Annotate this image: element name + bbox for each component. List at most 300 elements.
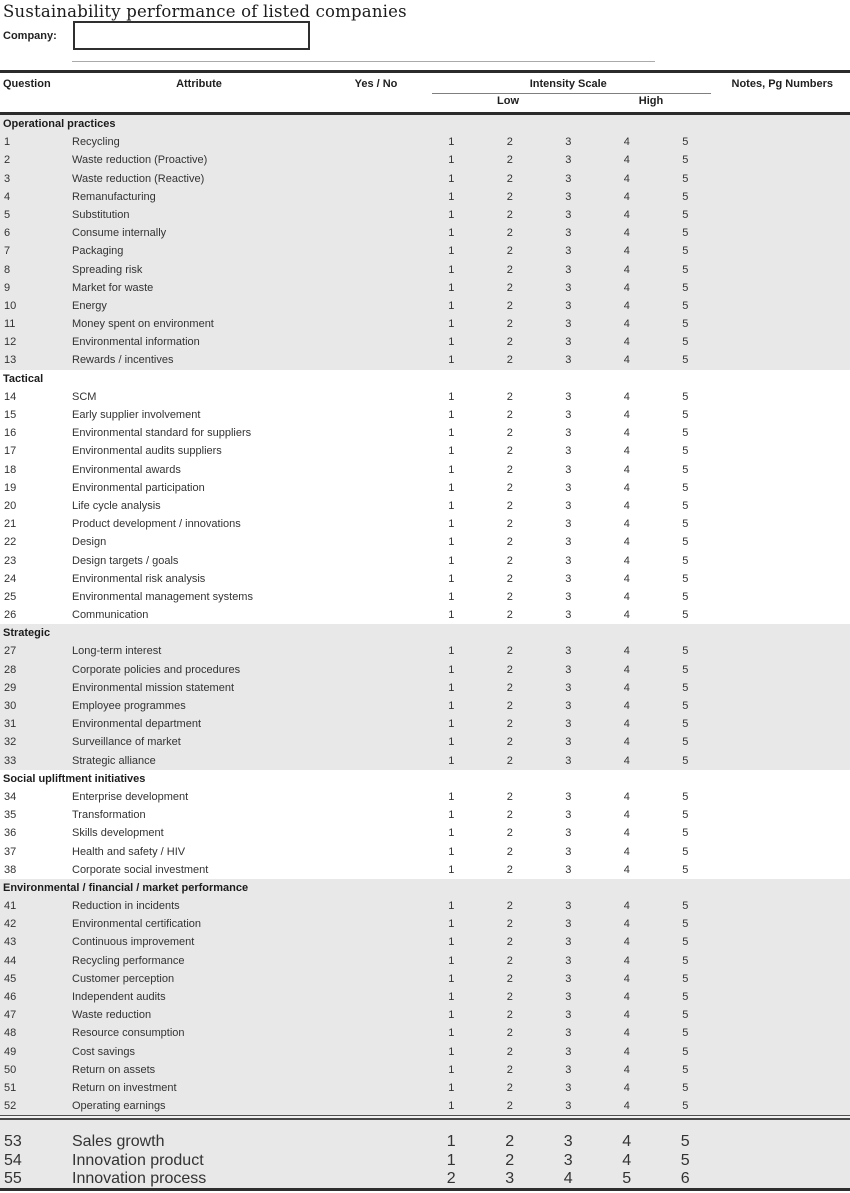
question-number: 26 [4,609,17,622]
scale-option[interactable]: 3 [565,1009,572,1022]
scale-option[interactable]: 5 [682,190,689,203]
scale-option[interactable]: 4 [623,154,630,167]
scale-option[interactable]: 2 [506,136,513,149]
scale-option[interactable]: 3 [565,790,572,803]
scale-option[interactable]: 1 [448,736,455,749]
scale-option[interactable]: 5 [682,390,689,403]
scale-option[interactable]: 5 [682,336,689,349]
scale-option[interactable]: 1 [448,572,455,585]
scale-option[interactable]: 5 [682,736,689,749]
scale-option[interactable]: 5 [682,863,689,876]
scale-option[interactable]: 5 [682,172,689,185]
scale-option[interactable]: 2 [506,1100,513,1113]
scale-option[interactable]: 1 [448,245,455,258]
scale-option[interactable]: 2 [506,681,513,694]
scale-option[interactable]: 1 [448,1063,455,1076]
company-label: Company: [3,30,57,42]
scale-option[interactable]: 4 [623,1063,630,1076]
scale-option[interactable]: 6 [680,1169,690,1187]
scale-option[interactable]: 5 [682,900,689,913]
scale-option[interactable]: 1 [448,318,455,331]
scale-option[interactable]: 5 [682,445,689,458]
scale-option[interactable]: 4 [623,700,630,712]
scale-option[interactable]: 3 [565,845,572,858]
scale-option[interactable]: 1 [448,754,455,767]
scale-option[interactable]: 4 [623,390,630,403]
scale-option[interactable]: 4 [623,790,630,803]
scale-option[interactable]: 4 [623,572,630,585]
attribute-label: Life cycle analysis [72,499,161,512]
scale-option[interactable]: 1 [448,227,455,240]
scale-option[interactable]: 4 [623,863,630,876]
scale-option[interactable]: 5 [682,208,689,221]
scale-option[interactable]: 3 [565,681,572,694]
scale-option[interactable]: 1 [448,663,455,676]
scale-option[interactable]: 1 [448,554,455,567]
scale-option[interactable]: 2 [506,409,513,421]
question-number: 6 [4,227,11,240]
scale-option[interactable]: 1 [448,1100,455,1113]
scale-option[interactable]: 2 [506,645,513,658]
scale-option[interactable]: 3 [565,590,572,603]
scale-option[interactable]: 4 [623,845,630,858]
scale-option[interactable]: 4 [623,227,630,240]
scale-option[interactable]: 2 [506,445,513,458]
scale-option[interactable]: 1 [448,154,455,167]
scale-option[interactable]: 5 [682,354,689,367]
scale-option[interactable]: 2 [506,463,513,476]
scale-option[interactable]: 4 [623,299,630,312]
scale-option[interactable]: 5 [680,1151,690,1169]
scale-option[interactable]: 1 [448,590,455,603]
scale-option[interactable]: 2 [506,1027,513,1040]
scale-option[interactable]: 1 [448,445,455,458]
scale-option[interactable]: 1 [448,390,455,403]
scale-option[interactable]: 2 [506,1045,513,1058]
scale-option[interactable]: 3 [565,227,572,240]
scale-option[interactable]: 4 [623,481,630,494]
scale-option[interactable]: 2 [506,790,513,803]
scale-option[interactable]: 5 [682,154,689,167]
scale-option[interactable]: 3 [565,827,572,840]
scale-option[interactable]: 5 [682,427,689,440]
table-row [0,515,850,533]
scale-option[interactable]: 5 [680,1133,690,1151]
scale-option[interactable]: 2 [506,518,513,531]
scale-option[interactable]: 1 [448,172,455,185]
scale-option[interactable]: 2 [506,700,513,712]
scale-option[interactable]: 4 [623,718,630,731]
scale-option[interactable]: 5 [682,481,689,494]
scale-option[interactable]: 3 [565,1100,572,1113]
scale-option[interactable]: 5 [682,681,689,694]
scale-option[interactable]: 3 [565,663,572,676]
scale-option[interactable]: 1 [448,972,455,985]
scale-option[interactable]: 1 [448,190,455,203]
scale-option[interactable]: 4 [623,1027,630,1040]
scale-option[interactable]: 5 [682,554,689,567]
question-number: 46 [4,991,17,1003]
scale-option[interactable]: 2 [506,663,513,676]
scale-option[interactable]: 4 [623,136,630,149]
scale-option[interactable]: 4 [623,554,630,567]
scale-option[interactable]: 5 [682,463,689,476]
scale-option[interactable]: 2 [506,227,513,240]
scale-option[interactable]: 5 [682,936,689,949]
scale-option[interactable]: 3 [565,445,572,458]
scale-option[interactable]: 2 [506,1009,513,1022]
scale-option[interactable]: 5 [682,590,689,603]
scale-option[interactable]: 1 [448,536,455,549]
scale-option[interactable]: 1 [448,299,455,312]
scale-option[interactable]: 4 [623,263,630,276]
scale-option[interactable]: 5 [682,700,689,712]
scale-option[interactable]: 3 [565,609,572,622]
scale-option[interactable]: 1 [448,700,455,712]
scale-option[interactable]: 4 [623,172,630,185]
scale-option[interactable]: 5 [682,1100,689,1113]
scale-option[interactable]: 2 [506,1081,513,1094]
scale-option[interactable]: 3 [565,263,572,276]
scale-option[interactable]: 3 [565,572,572,585]
scale-option[interactable]: 5 [682,318,689,331]
scale-option[interactable]: 1 [448,136,455,149]
scale-option[interactable]: 1 [448,263,455,276]
scale-option[interactable]: 5 [682,245,689,258]
scale-option[interactable]: 3 [563,1133,573,1151]
attribute-label: Environmental standard for suppliers [72,427,252,440]
scale-option[interactable]: 5 [682,718,689,731]
scale-option[interactable]: 3 [565,518,572,531]
scale-option[interactable]: 3 [565,954,572,967]
scale-option[interactable]: 4 [623,318,630,331]
scale-option[interactable]: 5 [682,918,689,931]
scale-option[interactable]: 2 [506,481,513,494]
scale-option[interactable]: 4 [623,354,630,367]
scale-option[interactable]: 2 [506,1063,513,1076]
scale-option[interactable]: 4 [623,336,630,349]
scale-option[interactable]: 2 [506,263,513,276]
company-input[interactable] [73,21,310,50]
attribute-label: Remanufacturing [72,190,156,203]
scale-option[interactable]: 5 [682,790,689,803]
scale-option[interactable]: 4 [623,208,630,221]
scale-option[interactable]: 5 [682,663,689,676]
scale-option[interactable]: 4 [623,936,630,949]
scale-option[interactable]: 2 [506,827,513,840]
scale-option[interactable]: 5 [682,1045,689,1058]
scale-option[interactable]: 4 [623,681,630,694]
scale-option[interactable]: 5 [682,1063,689,1076]
scale-option[interactable]: 4 [623,445,630,458]
attribute-label: Packaging [72,245,124,258]
scale-option[interactable]: 4 [623,991,630,1003]
scale-option[interactable]: 1 [448,1081,455,1094]
scale-option[interactable]: 3 [565,1063,572,1076]
scale-option[interactable]: 3 [565,936,572,949]
scale-option[interactable]: 2 [506,154,513,167]
scale-option[interactable]: 5 [682,809,689,822]
scale-option[interactable]: 1 [448,827,455,840]
scale-option[interactable]: 4 [623,245,630,258]
column-header-attribute: Attribute [176,77,222,90]
scale-option[interactable]: 2 [506,281,513,294]
scale-option[interactable]: 5 [682,1009,689,1022]
scale-option[interactable]: 1 [448,900,455,913]
scale-option[interactable]: 3 [565,481,572,494]
attribute-label: Strategic alliance [72,754,156,767]
question-number: 37 [4,845,17,858]
scale-option[interactable]: 4 [623,609,630,622]
scale-option[interactable]: 2 [506,718,513,731]
scale-option[interactable]: 3 [565,863,572,876]
scale-option[interactable]: 1 [448,427,455,440]
attribute-label: Environmental participation [72,481,205,494]
scale-option[interactable]: 1 [448,208,455,221]
scale-option[interactable]: 4 [623,499,630,512]
scale-option[interactable]: 4 [623,1045,630,1058]
scale-option[interactable]: 2 [506,354,513,367]
scale-option[interactable]: 5 [682,845,689,858]
scale-option[interactable]: 2 [506,390,513,403]
scale-option[interactable]: 2 [506,936,513,949]
scale-option[interactable]: 1 [448,354,455,367]
question-number: 2 [4,154,11,167]
scale-option[interactable]: 4 [623,972,630,985]
scale-option[interactable]: 1 [448,281,455,294]
scale-option[interactable]: 5 [682,518,689,531]
scale-option[interactable]: 2 [505,1133,515,1151]
table-row [0,1006,850,1024]
scale-option[interactable]: 1 [448,1045,455,1058]
scale-option[interactable]: 5 [622,1169,632,1187]
scale-option[interactable]: 3 [565,754,572,767]
scale-option[interactable]: 2 [506,918,513,931]
attribute-label: Employee programmes [72,700,186,712]
scale-option[interactable]: 1 [448,681,455,694]
scale-option[interactable]: 3 [565,499,572,512]
scale-option[interactable]: 5 [682,136,689,149]
attribute-label: Return on assets [72,1063,156,1076]
scale-option[interactable]: 3 [565,154,572,167]
scale-option[interactable]: 4 [623,536,630,549]
scale-option[interactable]: 5 [682,1027,689,1040]
scale-option[interactable]: 4 [623,663,630,676]
scale-option[interactable]: 4 [622,1151,632,1169]
scale-option[interactable]: 4 [623,190,630,203]
section-header-row [0,879,850,897]
scale-option[interactable]: 1 [448,645,455,658]
scale-option[interactable]: 3 [565,409,572,421]
scale-option[interactable]: 3 [565,136,572,149]
scale-option[interactable]: 5 [682,609,689,622]
scale-option[interactable]: 1 [448,518,455,531]
scale-option[interactable]: 1 [448,991,455,1003]
scale-option[interactable]: 4 [623,463,630,476]
scale-option[interactable]: 4 [623,281,630,294]
scale-option[interactable]: 1 [448,863,455,876]
table-row [0,1024,850,1042]
question-number: 15 [4,409,17,421]
scale-option[interactable]: 2 [506,499,513,512]
scale-option[interactable]: 5 [682,499,689,512]
scale-option[interactable]: 2 [506,863,513,876]
scale-option[interactable]: 2 [506,536,513,549]
scale-option[interactable]: 4 [622,1133,632,1151]
scale-option[interactable]: 3 [565,281,572,294]
scale-option[interactable]: 5 [682,645,689,658]
scale-option[interactable]: 1 [448,954,455,967]
scale-option[interactable]: 3 [565,172,572,185]
scale-option[interactable]: 1 [448,609,455,622]
scale-option[interactable]: 4 [623,918,630,931]
scale-option[interactable]: 5 [682,263,689,276]
scale-option[interactable]: 3 [565,718,572,731]
scale-option[interactable]: 3 [565,536,572,549]
scale-option[interactable]: 5 [682,409,689,421]
scale-option[interactable]: 5 [682,227,689,240]
scale-option[interactable]: 2 [506,572,513,585]
scale-option[interactable]: 3 [505,1169,515,1187]
scale-option[interactable]: 5 [682,991,689,1003]
scale-option[interactable]: 3 [565,900,572,913]
column-header-intensity-scale: Intensity Scale [529,77,607,90]
scale-option[interactable]: 4 [563,1169,573,1187]
scale-option[interactable]: 1 [448,718,455,731]
table-row [0,188,850,206]
scale-option[interactable]: 5 [682,954,689,967]
scale-option[interactable]: 5 [682,827,689,840]
scale-option[interactable]: 5 [682,299,689,312]
scale-option[interactable]: 1 [446,1151,456,1169]
scale-option[interactable]: 5 [682,1081,689,1094]
question-number: 32 [4,736,17,749]
scale-option[interactable]: 2 [506,245,513,258]
scale-option[interactable]: 1 [448,499,455,512]
scale-option[interactable]: 2 [506,609,513,622]
scale-option[interactable]: 3 [565,190,572,203]
scale-option[interactable]: 1 [448,845,455,858]
scale-option[interactable]: 3 [565,736,572,749]
attribute-label: Market for waste [72,281,154,294]
scale-option[interactable]: 4 [623,754,630,767]
scale-option[interactable]: 1 [448,481,455,494]
scale-option[interactable]: 3 [565,318,572,331]
subheader-low: Low [497,95,519,107]
scale-option[interactable]: 3 [565,991,572,1003]
scale-option[interactable]: 3 [563,1151,573,1169]
scale-option[interactable]: 2 [506,172,513,185]
scale-option[interactable]: 2 [506,900,513,913]
scale-option[interactable]: 2 [506,736,513,749]
scale-option[interactable]: 1 [448,336,455,349]
scale-option[interactable]: 3 [565,354,572,367]
scale-option[interactable]: 2 [506,190,513,203]
scale-option[interactable]: 2 [506,208,513,221]
scale-option[interactable]: 4 [623,900,630,913]
table-row [0,206,850,224]
attribute-label: Recycling [72,136,120,149]
scale-option[interactable]: 3 [565,463,572,476]
scale-option[interactable]: 1 [448,790,455,803]
scale-option[interactable]: 1 [448,1027,455,1040]
scale-option[interactable]: 3 [565,1081,572,1094]
scale-option[interactable]: 1 [448,936,455,949]
scale-option[interactable]: 2 [506,809,513,822]
question-number: 8 [4,263,11,276]
scale-option[interactable]: 3 [565,427,572,440]
scale-option[interactable]: 1 [448,809,455,822]
scale-option[interactable]: 3 [565,208,572,221]
scale-option[interactable]: 2 [505,1151,515,1169]
scale-option[interactable]: 3 [565,1045,572,1058]
scale-option[interactable]: 1 [448,463,455,476]
scale-option[interactable]: 1 [448,409,455,421]
scale-option[interactable]: 3 [565,918,572,931]
scale-option[interactable]: 3 [565,299,572,312]
attribute-label: Enterprise development [72,790,189,803]
scale-option[interactable]: 3 [565,554,572,567]
table-row [0,1097,850,1115]
scale-option[interactable]: 2 [446,1169,456,1187]
scale-option[interactable]: 3 [565,390,572,403]
scale-option[interactable]: 2 [506,754,513,767]
scale-option[interactable]: 2 [506,991,513,1003]
scale-option[interactable]: 3 [565,972,572,985]
scale-option[interactable]: 4 [623,1009,630,1022]
scale-option[interactable]: 1 [448,918,455,931]
scale-option[interactable]: 4 [623,736,630,749]
section-header-row [0,370,850,388]
scale-option[interactable]: 5 [682,536,689,549]
scale-option[interactable]: 4 [623,518,630,531]
scale-option[interactable]: 3 [565,336,572,349]
scale-option[interactable]: 5 [682,572,689,585]
scale-option[interactable]: 2 [506,299,513,312]
question-number: 30 [4,700,17,712]
scale-option[interactable]: 4 [623,954,630,967]
scale-option[interactable]: 2 [506,318,513,331]
table-row [0,679,850,697]
scale-option[interactable]: 2 [506,590,513,603]
scale-option[interactable]: 2 [506,972,513,985]
scale-option[interactable]: 2 [506,336,513,349]
scale-option[interactable]: 4 [623,809,630,822]
scale-option[interactable]: 2 [506,554,513,567]
scale-option[interactable]: 5 [682,754,689,767]
scale-option[interactable]: 3 [565,700,572,712]
attribute-label: Recycling performance [72,954,185,967]
scale-option[interactable]: 2 [506,845,513,858]
scale-option[interactable]: 4 [623,645,630,658]
scale-option[interactable]: 3 [565,645,572,658]
scale-option[interactable]: 1 [446,1133,456,1151]
scale-option[interactable]: 2 [506,427,513,440]
scale-option[interactable]: 4 [623,409,630,421]
scale-option[interactable]: 2 [506,954,513,967]
scale-option[interactable]: 3 [565,809,572,822]
scale-option[interactable]: 5 [682,972,689,985]
scale-option[interactable]: 4 [623,427,630,440]
scale-option[interactable]: 4 [623,1100,630,1113]
scale-option[interactable]: 3 [565,245,572,258]
scale-option[interactable]: 3 [565,1027,572,1040]
scale-option[interactable]: 4 [623,827,630,840]
scale-option[interactable]: 5 [682,281,689,294]
scale-option[interactable]: 4 [623,590,630,603]
scale-option[interactable]: 4 [623,1081,630,1094]
scale-option[interactable]: 1 [448,1009,455,1022]
